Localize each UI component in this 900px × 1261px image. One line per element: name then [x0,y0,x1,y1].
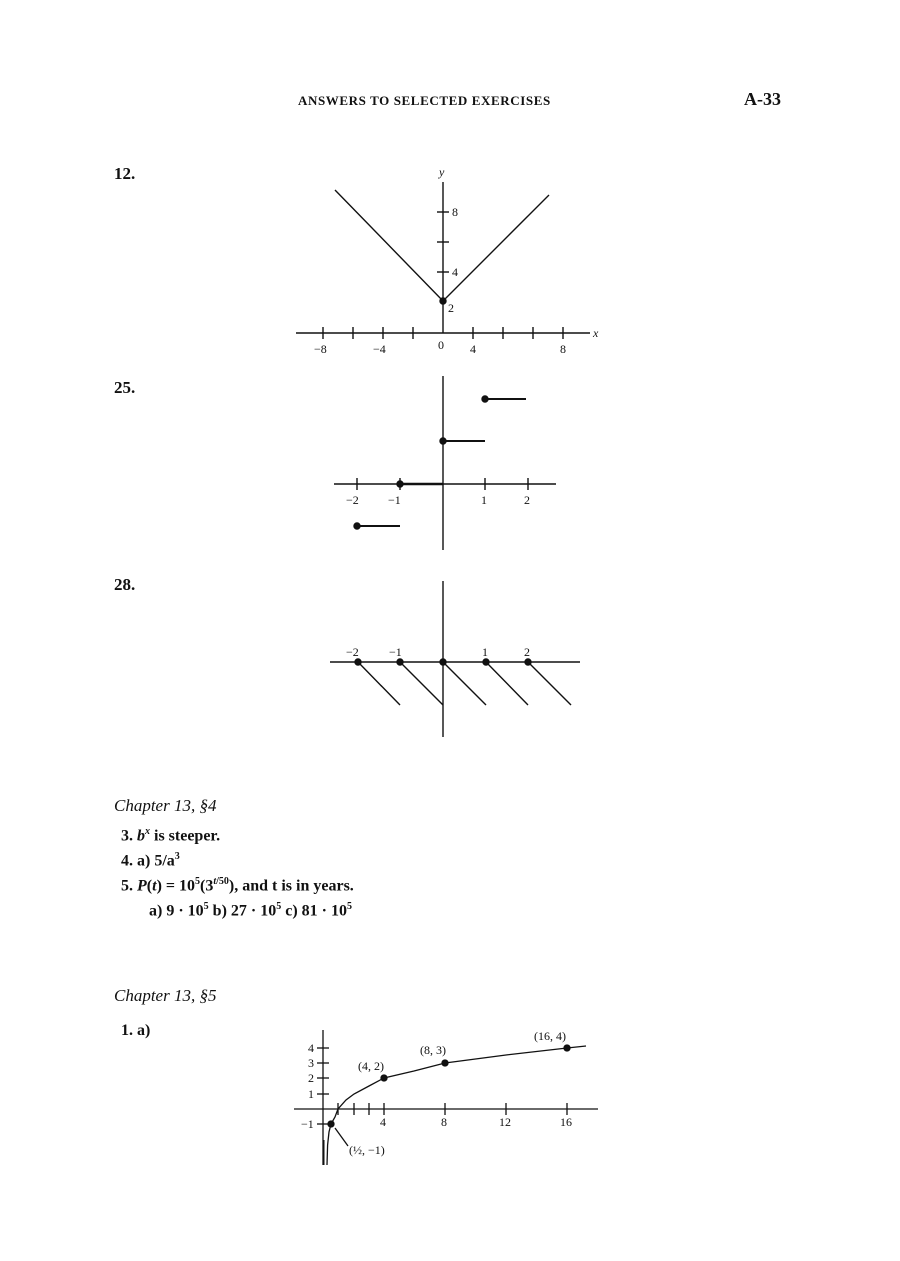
answer-4-text: a) 5/a [137,852,175,870]
answer-5-parts: a) $9 \cdot 10^5$ b) $27 \cdot 10^5$ c) $81 \cdot 10^5$ [149,901,352,920]
fig12-y-label: y [439,165,445,179]
fig12-ytick-4: 4 [452,265,458,279]
figure-log [294,1030,598,1165]
log-pointer-line [335,1128,348,1146]
log-ytick-neg1: −1 [301,1117,314,1131]
section-heading-13-5: Chapter 13, §5 [114,986,217,1005]
fig12-ytick-2: 2 [448,301,454,315]
answer-1a: 1. a) [121,1022,151,1039]
log-ytick-2: 2 [308,1071,314,1085]
fig12-xtick-4: 4 [470,342,476,356]
fig25-xtick-2: 2 [524,493,530,507]
log-ytick-3: 3 [308,1056,314,1070]
fig25-xtick-neg2: −2 [346,493,359,507]
fig12-xtick-8: 8 [560,342,566,356]
answer-5: 5. $P(t) = 10^5(3^{t/50})$, and t is in years. [121,876,354,895]
log-ytick-1: 1 [308,1087,314,1101]
fig12-xtick-0: 0 [438,338,444,352]
section-heading-13-4: Chapter 13, §4 [114,796,217,815]
fig12-xtick-neg8: −8 [314,342,327,356]
log-xtick-16: 16 [560,1115,572,1129]
answer-5-number: 5. [121,877,133,895]
figure-12 [296,182,590,339]
fig28-xtick-neg1: −1 [389,645,402,659]
log-xtick-12: 12 [499,1115,511,1129]
fig25-xtick-neg1: −1 [388,493,401,507]
fig12-xtick-neg4: −4 [373,342,386,356]
log-point-half-neg1: (½, −1) [349,1143,385,1157]
exercise-number-25: 25. [114,378,136,397]
log-xtick-8: 8 [441,1115,447,1129]
figure-28 [330,581,580,737]
answer-4-number: 4. [121,852,133,870]
fig25-xtick-1: 1 [481,493,487,507]
exercise-number-12: 12. [114,164,136,183]
exercise-number-28: 28. [114,575,136,594]
fig28-xtick-neg2: −2 [346,645,359,659]
running-header: ANSWERS TO SELECTED EXERCISES [298,93,551,108]
answer-5-text: , and t is in years. [234,877,354,895]
answer-4: 4. a) $5/a^3$ [121,851,180,870]
log-point-8-3: (8, 3) [420,1043,446,1057]
fig28-xtick-2: 2 [524,645,530,659]
log-point-4-2: (4, 2) [358,1059,384,1073]
fig12-v-curve [335,190,549,301]
figure-25 [334,376,556,550]
log-point-16-4: (16, 4) [534,1029,566,1043]
fig12-ytick-8: 8 [452,205,458,219]
fig12-vertex-point [440,298,446,304]
log-ytick-4: 4 [308,1041,314,1055]
answer-3-text: is steeper. [150,827,221,845]
fig28-xtick-1: 1 [482,645,488,659]
log-xtick-4: 4 [380,1115,386,1129]
answer-3: 3. $b^x$ is steeper. [121,826,221,845]
fig12-x-label: x [593,326,599,340]
page-number: A-33 [744,89,781,109]
answer-3-number: 3. [121,827,133,845]
